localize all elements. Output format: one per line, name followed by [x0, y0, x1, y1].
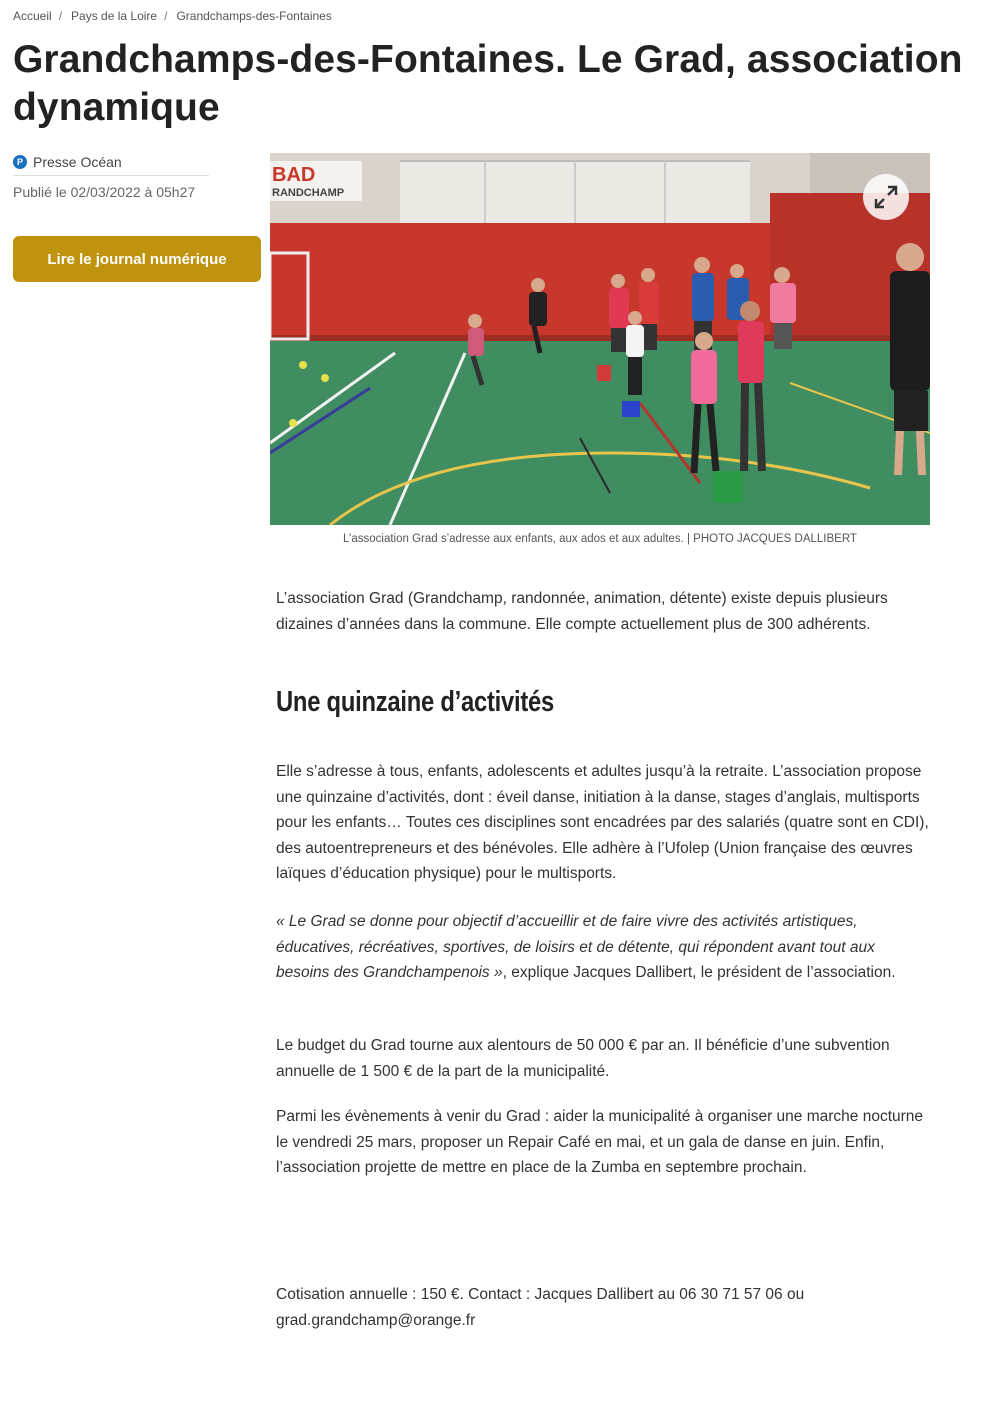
- expand-icon: [873, 184, 899, 210]
- article-paragraph-activities: [276, 759, 932, 887]
- article-subheading: Une quinzaine d’activités: [276, 686, 554, 718]
- breadcrumb-separator: /: [164, 9, 168, 23]
- quote-text: « Le Grad se donne pour objectif d’accueillir et de faire vivre des activités artistiques, éducatives, récréatives, sportives, de loisirs et de détente, qui répondent avant tout aux besoins des Grandchampenois »: [276, 913, 875, 981]
- breadcrumb: [13, 9, 332, 23]
- article-paragraph-budget: [276, 1033, 932, 1084]
- paragraph-text: Elle s’adresse à tous, enfants, adolescents et adultes jusqu’à la retraite. L’association propose une quinzaine d’activités, dont : éveil danse, initiation à la danse, stages d’anglais, multisports pour les enfants… Toutes ces disciplines sont encadrées par des salariés (quatre sont en CDI), des autoentrepreneurs et des bénévoles. Elle adhère à l’Ufolep (Union française des œuvres laïques d’éducation physique) pour le multisports.: [276, 763, 929, 882]
- article-title: Grandchamps-des-Fontaines. Le Grad, association dynamique: [13, 38, 963, 129]
- article-paragraph-quote: [276, 909, 932, 986]
- paragraph-text: Le budget du Grad tourne aux alentours de 50 000 € par an. Il bénéficie d’une subvention annuelle de 1 500 € de la part de la municipalité.: [276, 1037, 890, 1080]
- presse-ocean-logo-icon: P: [13, 155, 27, 169]
- quote-attribution: , explique Jacques Dallibert, le président de l’association.: [502, 964, 896, 981]
- breadcrumb-separator: /: [58, 9, 63, 23]
- breadcrumb-town[interactable]: Grandchamps-des-Fontaines: [176, 9, 332, 23]
- publish-date: Publié le 02/03/2022 à 05h27: [13, 184, 196, 200]
- article-source: [13, 154, 209, 176]
- paragraph-text: L’association Grad (Grandchamp, randonnée, animation, détente) existe depuis plusieurs dizaines d’années dans la commune. Elle compte actuellement plus de 300 adhérents.: [276, 590, 888, 633]
- gym-sign-text: BAD: [272, 164, 316, 186]
- source-name[interactable]: Presse Océan: [33, 154, 122, 170]
- gym-sign-subtext: RANDCHAMP: [272, 187, 345, 199]
- article-paragraph-contact: [276, 1282, 932, 1333]
- gym-photo-illustration: [270, 153, 930, 525]
- expand-photo-button[interactable]: [863, 174, 909, 220]
- breadcrumb-home[interactable]: Accueil: [13, 9, 52, 23]
- article-paragraph-intro: [276, 586, 932, 637]
- paragraph-text: [276, 909, 932, 986]
- photo-caption: L’association Grad s’adresse aux enfants, aux ados et aux adultes. | PHOTO JACQUES DALLIBERT: [343, 533, 857, 545]
- read-digital-newspaper-button[interactable]: Lire le journal numérique: [13, 236, 261, 282]
- breadcrumb-region[interactable]: Pays de la Loire: [71, 9, 158, 23]
- paragraph-text: Cotisation annuelle : 150 €. Contact : Jacques Dallibert au 06 30 71 57 06 ou grad.grandchamp@orange.fr: [276, 1286, 805, 1329]
- article-paragraph-events: [276, 1104, 932, 1181]
- article-photo[interactable]: [270, 153, 930, 525]
- paragraph-text: Parmi les évènements à venir du Grad : aider la municipalité à organiser une marche nocturne le vendredi 25 mars, proposer un Repair Café en mai, et un gala de danse en juin. Enfin, l’association projette de mettre en place de la Zumba en septembre prochain.: [276, 1108, 924, 1176]
